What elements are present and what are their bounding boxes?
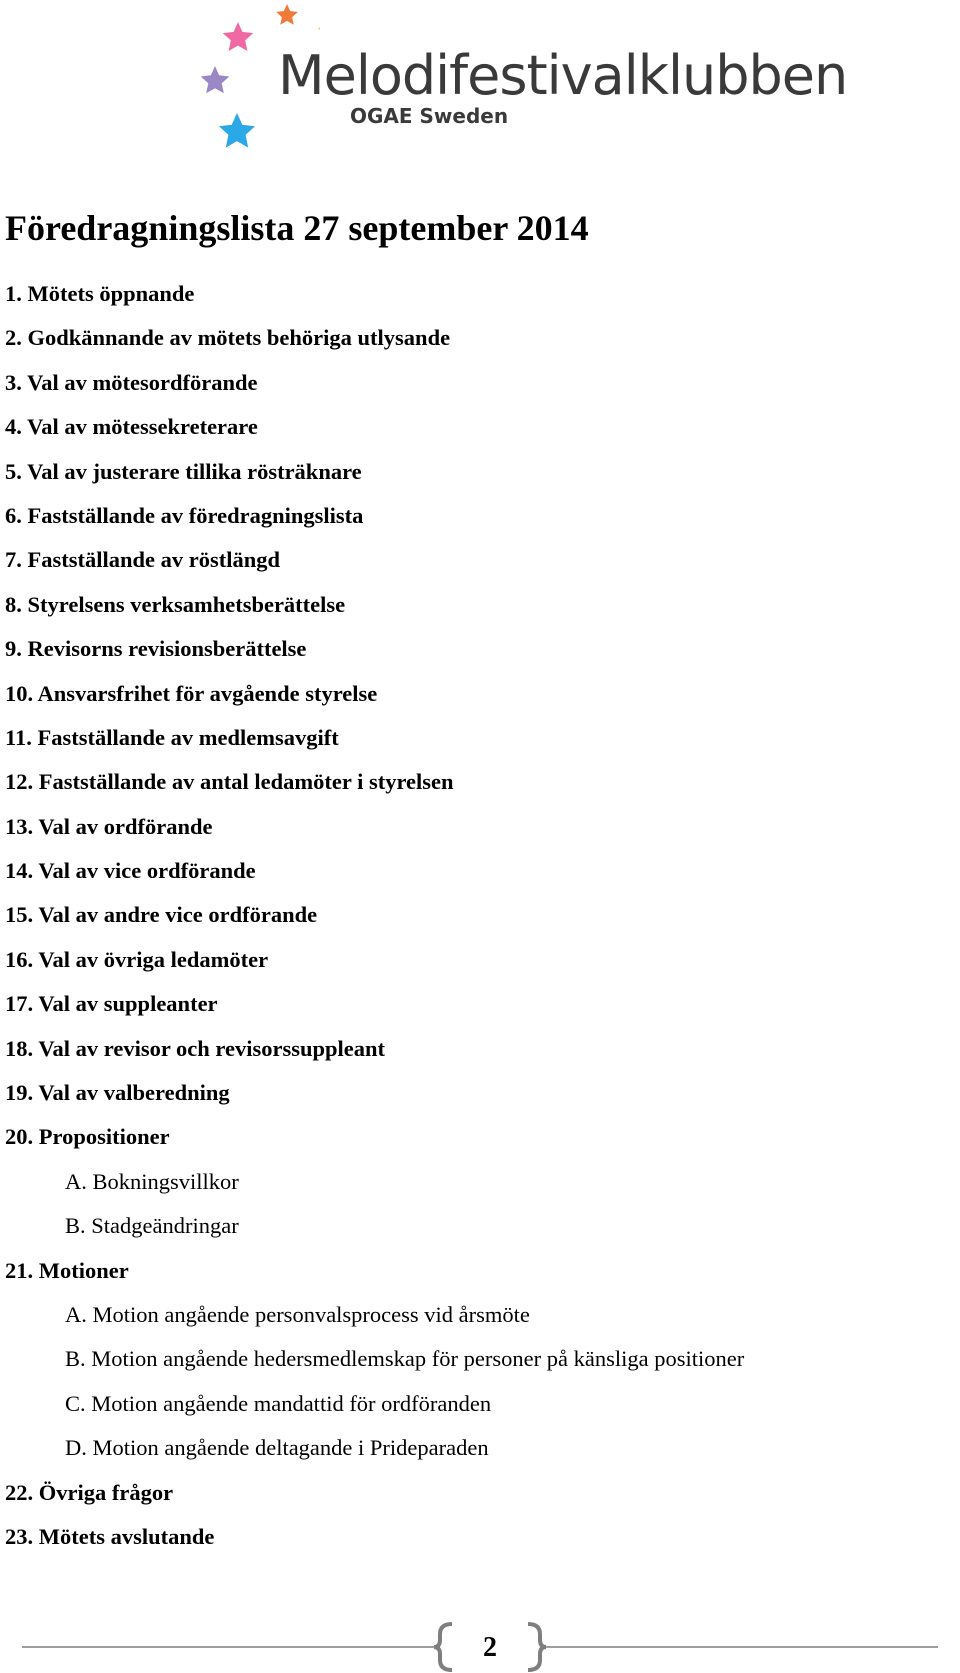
logo-subtitle: OGAE Sweden [350, 104, 509, 128]
agenda-item: 21. Motioner [5, 1257, 129, 1283]
agenda-item: 17. Val av suppleanter [5, 991, 218, 1017]
agenda-item: 18. Val av revisor och revisorssuppleant [5, 1035, 386, 1061]
agenda-item: 1. Mötets öppnande [5, 281, 195, 306]
agenda-subitem: B. Motion angående hedersmedlemskap för personer på känsliga positioner [65, 1346, 745, 1372]
pink-star-icon [223, 22, 253, 51]
page-footer [0, 1620, 960, 1673]
agenda-item: 23. Mötets avslutande [5, 1523, 215, 1549]
agenda-item: 2. Godkännande av mötets behöriga utlysande [5, 325, 451, 351]
yellow-star-icon [318, 22, 320, 38]
agenda-item: 3. Val av mötesordförande [5, 369, 258, 395]
agenda-item: 16. Val av övriga ledamöter [5, 946, 269, 972]
agenda-item: 8. Styrelsens verksamhetsberättelse [5, 591, 346, 617]
agenda-item: 22. Övriga frågor [5, 1479, 174, 1505]
agenda-item: 7. Fastställande av röstlängd [5, 547, 281, 573]
page-number: 2 [483, 1632, 497, 1663]
agenda-item: 5. Val av justerare tillika rösträknare [5, 458, 362, 484]
agenda-item: 19. Val av valberedning [5, 1080, 230, 1106]
purple-star-icon [201, 66, 230, 93]
agenda-list [5, 272, 905, 1559]
agenda-item: 11. Fastställande av medlemsavgift [5, 724, 339, 750]
agenda-subitem: B. Stadgeändringar [65, 1213, 239, 1239]
agenda-subitem: D. Motion angående deltagande i Prideparaden [65, 1435, 489, 1461]
blue-star-icon [219, 113, 255, 148]
agenda-subitem: A. Bokningsvillkor [65, 1168, 239, 1194]
orange-star-icon [276, 4, 298, 25]
agenda-subitem: C. Motion angående mandattid för ordföranden [65, 1390, 492, 1416]
agenda-item: 15. Val av andre vice ordförande [5, 902, 318, 928]
agenda-item: 12. Fastställande av antal ledamöter i styrelsen [5, 769, 454, 795]
club-logo [200, 0, 848, 170]
logo-name: Melodifestivalklubben [278, 44, 848, 107]
agenda-item: 9. Revisorns revisionsberättelse [5, 636, 307, 662]
agenda-item: 20. Propositioner [5, 1124, 170, 1150]
agenda-item: 10. Ansvarsfrihet för avgående styrelse [5, 680, 378, 706]
document-title: Föredragningslista 27 september 2014 [5, 208, 589, 248]
agenda-item: 4. Val av mötessekreterare [5, 414, 258, 440]
agenda-subitem: A. Motion angående personvalsprocess vid årsmöte [65, 1301, 530, 1327]
agenda-item: 14. Val av vice ordförande [5, 858, 256, 884]
agenda-item: 6. Fastställande av föredragningslista [5, 502, 364, 528]
agenda-item: 13. Val av ordförande [5, 813, 213, 839]
